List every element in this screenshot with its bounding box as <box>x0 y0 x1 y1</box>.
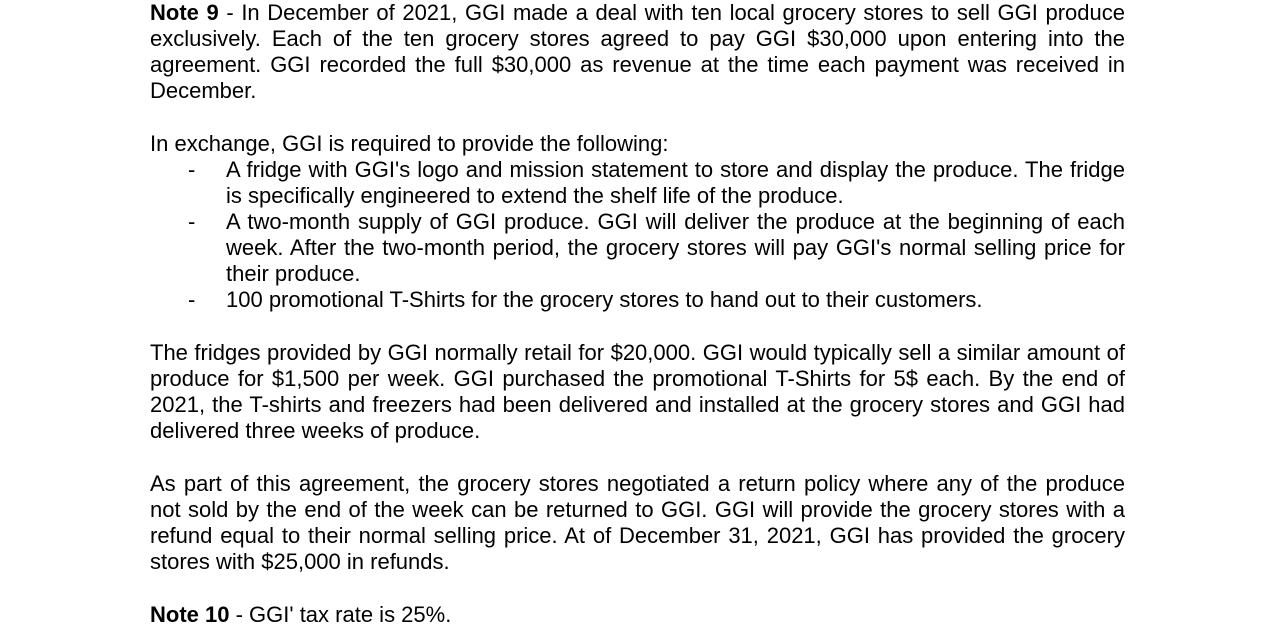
list-item-text: A fridge with GGI's logo and mission statement to store and display the produce. The fridge is specifically engineered to extend the shelf life of the produce. <box>226 157 1125 208</box>
bullet-dash: - <box>188 209 196 234</box>
note-9-text: In December of 2021, GGI made a deal with ten local grocery stores to sell GGI produce exclusively. Each of the ten grocery stores agreed to pay GGI $30,000 upon entering into the agreement. GGI recorded the full $30,000 as revenue at the time each payment was received in December. <box>150 0 1125 103</box>
note-10-paragraph <box>150 602 1125 628</box>
paragraph-spacer <box>150 104 1125 131</box>
bullet-dash: - <box>188 287 196 312</box>
list-item <box>150 209 1125 287</box>
exchange-intro: In exchange, GGI is required to provide the following: <box>150 131 669 156</box>
list-item-text: 100 promotional T-Shirts for the grocery stores to hand out to their customers. <box>226 287 983 312</box>
exchange-list <box>150 157 1125 313</box>
return-policy-paragraph: As part of this agreement, the grocery stores negotiated a return policy where any of the produce not sold by the end of the week can be returned to GGI. GGI will provide the grocery stores with a refund equal to their normal selling price. At of December 31, 2021, GGI has provided the grocery stores with $25,000 in refunds. <box>150 471 1125 574</box>
document-body <box>150 0 1125 628</box>
list-item <box>150 157 1125 209</box>
paragraph-spacer <box>150 444 1125 471</box>
note-10-text: GGI' tax rate is 25%. <box>249 602 452 627</box>
fridges-paragraph: The fridges provided by GGI normally retail for $20,000. GGI would typically sell a similar amount of produce for $1,500 per week. GGI purchased the promotional T-Shirts for 5$ each. By the end of 2021, the T-shirts and freezers had been delivered and installed at the grocery stores and GGI had delivered three weeks of produce. <box>150 340 1125 443</box>
note-10-separator: - <box>229 602 250 627</box>
note-9-separator: - <box>218 0 242 25</box>
list-item <box>150 287 1125 313</box>
note-10-label: Note 10 <box>150 602 230 627</box>
note-9-paragraph <box>150 0 1125 104</box>
note-9-label: Note 9 <box>150 0 219 25</box>
paragraph-spacer <box>150 313 1125 340</box>
bullet-dash: - <box>188 157 196 182</box>
list-item-text: A two-month supply of GGI produce. GGI will deliver the produce at the beginning of each week. After the two-month period, the grocery stores will pay GGI's normal selling price for their produce. <box>226 209 1125 286</box>
paragraph-spacer <box>150 575 1125 602</box>
